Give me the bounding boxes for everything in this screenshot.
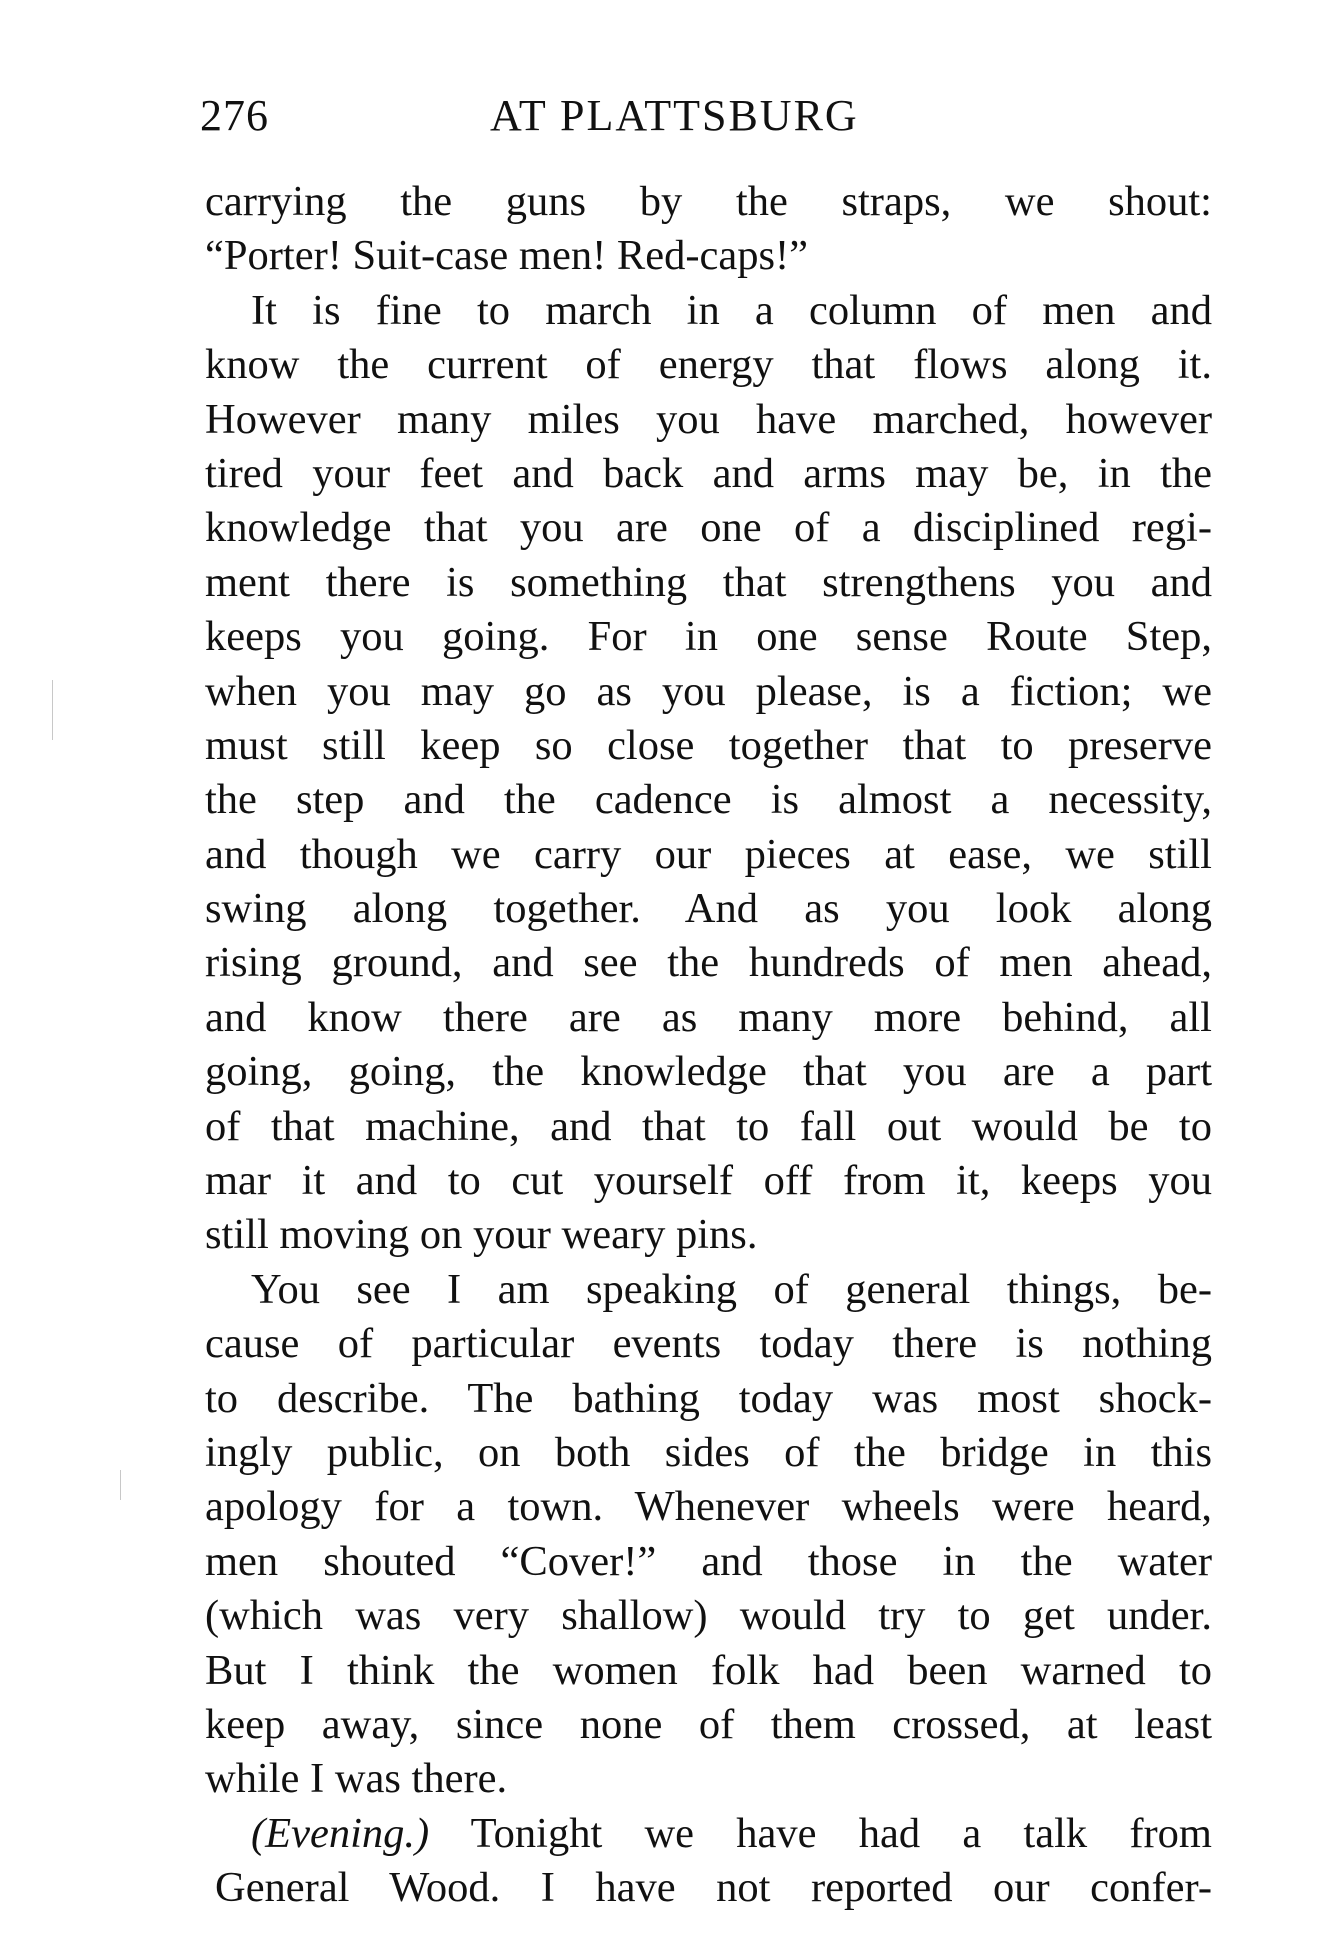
text-line: ingly public, on both sides of the bridge in this xyxy=(205,1428,1212,1476)
text-line: when you may go as you please, is a fiction; we xyxy=(205,667,1212,715)
text-line: However many miles you have marched, however xyxy=(205,395,1212,443)
text-line: tired your feet and back and arms may be, in the xyxy=(205,449,1212,497)
text-line: ment there is something that strengthens you and xyxy=(205,558,1212,606)
text-line: going, going, the knowledge that you are a part xyxy=(205,1048,1212,1096)
page-number: 276 xyxy=(200,91,269,140)
evening-line xyxy=(205,1807,1212,1861)
evening-text: Tonight we have had a talk from xyxy=(429,1809,1212,1857)
text-line: “Porter! Suit-case men! Red-caps!” xyxy=(205,232,809,280)
evening-label: (Evening.) xyxy=(251,1809,430,1857)
scan-mark xyxy=(120,1470,121,1500)
text-line: rising ground, and see the hundreds of men ahead, xyxy=(205,939,1212,987)
text-line: and though we carry our pieces at ease, we still xyxy=(205,830,1212,878)
page-header xyxy=(200,86,1212,146)
text-line: It is fine to march in a column of men and xyxy=(251,286,1212,334)
text-line: But I think the women folk had been warned to xyxy=(205,1646,1212,1694)
text-line: mar it and to cut yourself off from it, keeps you xyxy=(205,1157,1212,1205)
text-line: keep away, since none of them crossed, at least xyxy=(205,1700,1212,1748)
text-line: while I was there. xyxy=(205,1755,508,1803)
running-title: AT PLATTSBURG xyxy=(490,91,859,140)
text-line: of that machine, and that to fall out would be to xyxy=(205,1102,1212,1150)
scan-mark xyxy=(52,680,53,740)
text-line: cause of particular events today there is nothing xyxy=(205,1320,1212,1368)
text-line: You see I am speaking of general things, be- xyxy=(251,1265,1212,1313)
page-body-text xyxy=(205,175,1212,1916)
text-line: swing along together. And as you look along xyxy=(205,885,1212,933)
text-line: General Wood. I have not reported our confer- xyxy=(215,1864,1212,1912)
text-line: must still keep so close together that to preserve xyxy=(205,721,1212,769)
text-line: (which was very shallow) would try to get under. xyxy=(205,1592,1212,1640)
text-line: still moving on your weary pins. xyxy=(205,1211,758,1259)
text-line: and know there are as many more behind, all xyxy=(205,993,1212,1041)
text-line: men shouted “Cover!” and those in the water xyxy=(205,1537,1212,1585)
text-line: to describe. The bathing today was most shock- xyxy=(205,1374,1212,1422)
text-line: know the current of energy that flows along it. xyxy=(205,341,1212,389)
text-line: keeps you going. For in one sense Route Step, xyxy=(205,613,1212,661)
text-line: the step and the cadence is almost a necessity, xyxy=(205,776,1212,824)
text-line: carrying the guns by the straps, we shout: xyxy=(205,178,1212,225)
text-line: apology for a town. Whenever wheels were heard, xyxy=(205,1483,1212,1531)
text-line: knowledge that you are one of a disciplined regi- xyxy=(205,504,1212,552)
